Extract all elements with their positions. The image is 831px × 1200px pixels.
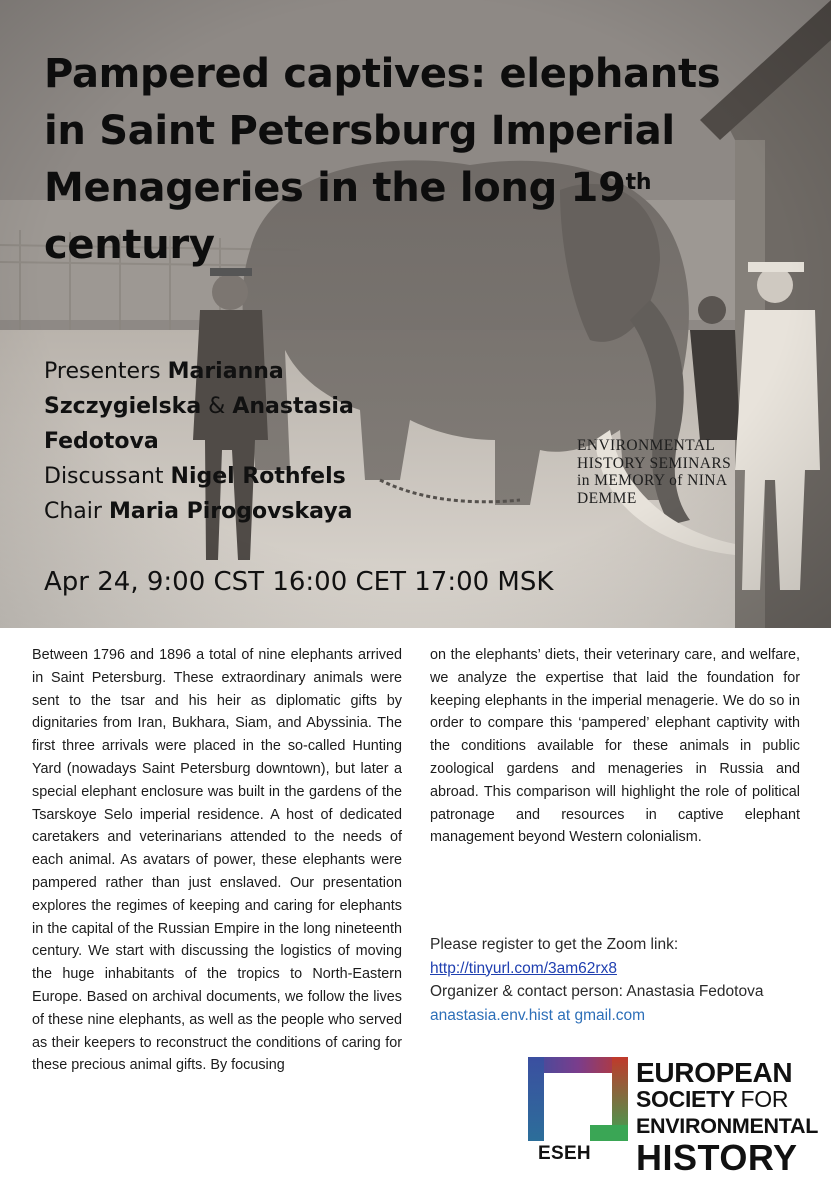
presenter-name-part: Marianna xyxy=(167,359,284,384)
abstract-right-column: on the elephants’ diets, their veterinary care, and welfare, we analyze the expertise that laid the foundation for keeping elephants in the imperial menagerie. We do so in order to compare this ‘pampered’ elephant captivity with the conditions available for these animals in public zoological gardens and menageries in Russia and abroad. This comparison will highlight the role of political patronage and resources in captive elephant management beyond Western colonialism. xyxy=(430,647,800,846)
abstract-left-column: Between 1796 and 1896 a total of nine elephants arrived in Saint Petersburg. These extraordinary animals were sent to the tsar and his heir as diplomatic gifts by dignitaries from Iran, Bukhara, Siam, and Abyssinia. The first three arrivals were placed in the so-called Hunting Yard (nowadays Saint Petersburg downtown), but later a special elephant enclosure was built in the gardens of the Tsarskoye Selo imperial residence. A host of dedicated caretakers and veterinarians attended to the needs of each animal. As avatars of power, these elephants were pampered rather than just enslaved. Our presentation explores the regimes of keeping and caring for elephants in the capital of the Russian Empire in the long nineteenth century. We start with discussing the logistics of moving the huge inhabitants of the tropics to North-Eastern Europe. Based on archival documents, we follow the lives of these nine elephants, as well as the people who served as their keepers to reconstruct the conditions of caring for these precious animal gifts. By focusing xyxy=(32,647,402,1074)
title-superscript: th xyxy=(625,170,652,195)
logo-line-2 xyxy=(636,1086,818,1113)
logo-wordmark xyxy=(636,1059,818,1176)
eseh-logo-mark xyxy=(528,1057,628,1141)
seminar-line: HISTORY SEMINARS xyxy=(577,454,732,472)
title-line-3: Menageries in the long 19 xyxy=(44,165,626,211)
register-instructions: Please register to get the Zoom link: xyxy=(430,936,679,953)
ampersand: & xyxy=(208,394,226,419)
discussant-label: Discussant xyxy=(44,464,164,489)
title-line-1: Pampered captives: elephants xyxy=(44,51,721,97)
contact-email: anastasia.env.hist at gmail.com xyxy=(430,1006,646,1024)
logo-for: FOR xyxy=(740,1086,789,1112)
seminar-line: in MEMORY of NINA xyxy=(577,472,728,489)
logo-line-3: ENVIRONMENTAL xyxy=(636,1114,819,1138)
chair-name: Maria Pirogovskaya xyxy=(108,499,353,524)
presenter-name-part: Fedotova xyxy=(44,429,159,454)
speakers-block xyxy=(44,354,444,529)
discussant-name: Nigel Rothfels xyxy=(170,464,346,489)
seminar-line: DEMME xyxy=(577,489,637,507)
logo-line-4: HISTORY xyxy=(636,1137,798,1178)
logo-society: SOCIETY xyxy=(636,1086,735,1112)
presenter-name-part: Szczygielska xyxy=(44,394,202,419)
organizer-contact: Organizer & contact person: Anastasia Fedotova xyxy=(430,983,764,1000)
eseh-logo xyxy=(528,1057,819,1178)
event-date: Apr 24, 9:00 CST 16:00 CET 17:00 MSK xyxy=(44,567,554,597)
registration-block xyxy=(430,933,810,1027)
seminar-line: ENVIRONMENTAL xyxy=(577,437,716,454)
logo-line-1: EUROPEAN xyxy=(636,1057,793,1088)
presenter-name-part: Anastasia xyxy=(232,394,354,419)
chair-label: Chair xyxy=(44,499,102,524)
zoom-registration-link[interactable]: http://tinyurl.com/3am62rx8 xyxy=(430,959,617,977)
presenters-label: Presenters xyxy=(44,359,161,384)
title-line-4: century xyxy=(44,222,215,268)
seminar-stamp xyxy=(577,437,807,507)
event-title xyxy=(44,46,764,274)
logo-acronym: ESEH xyxy=(538,1143,591,1164)
title-line-2: in Saint Petersburg Imperial xyxy=(44,108,675,154)
